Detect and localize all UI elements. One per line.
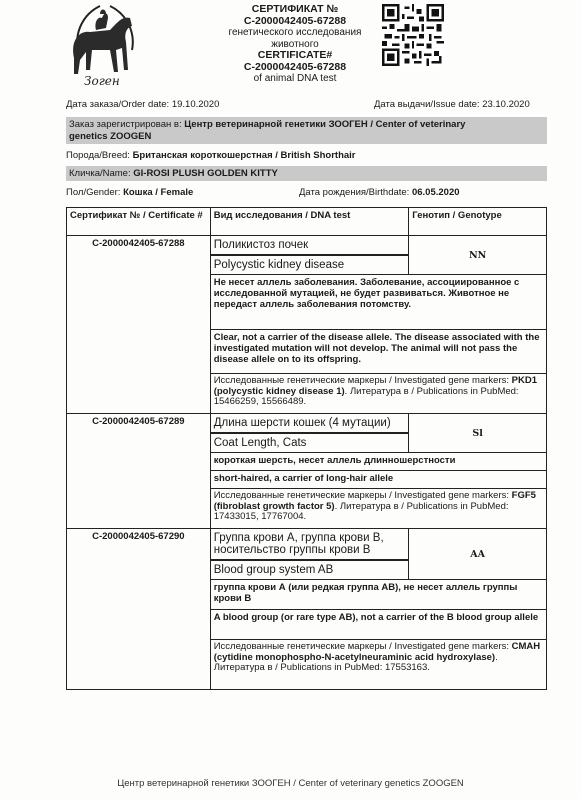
genotype-value: AA [409, 529, 547, 580]
issue-date-row [374, 99, 530, 110]
issue-date-value: 23.10.2020 [482, 99, 530, 110]
test-name-en-cell [210, 256, 409, 275]
logo-text: Зоген [84, 74, 120, 88]
gender-row [66, 187, 193, 198]
certificate-id: C-2000042405-67288 [67, 236, 211, 414]
gender-label: Пол/Gender: [66, 187, 121, 198]
markers-intro: Исследованные генетические маркеры / Investigated gene markers: [213, 641, 510, 652]
test-name-en: Polycystic kidney disease [213, 259, 345, 271]
markers-cell [210, 640, 546, 690]
table-row [67, 414, 547, 434]
test-name-ru: Поликистоз почек [211, 236, 409, 255]
dna-results-table [66, 207, 547, 690]
breed-value: Британская короткошерстная / British Shorthair [132, 150, 356, 161]
order-date-label: Дата заказа/Order date: [66, 99, 170, 110]
footer-text: Центр ветеринарной генетики ЗООГЕН / Center of veterinary genetics ZOOGEN [117, 778, 464, 789]
certificate-id: C-2000042405-67289 [67, 414, 211, 529]
header-dna-test: Вид исследования / DNA test [210, 208, 409, 236]
table-row [67, 236, 547, 256]
registered-band [66, 117, 547, 144]
certificate-id: C-2000042405-67290 [67, 529, 211, 690]
result-ru: короткая шерсть, несет аллель длинношерстности [210, 453, 546, 471]
table-header-row [67, 208, 547, 236]
result-en: short-haired, a carrier of long-hair allele [210, 471, 546, 489]
result-ru: группа крови А (или редкая группа АВ), не несет аллель группы крови В [210, 580, 546, 610]
name-band [66, 166, 547, 181]
result-ru: Не несет аллель заболевания. Заболевание, ассоциированное с исследованной мутацией, не будет развиваться. Животное не передаст аллель заболевания потомству. [210, 275, 546, 330]
markers-cell [210, 374, 546, 414]
test-name-cell [210, 236, 409, 256]
result-en: Clear, not a carrier of the disease allele. The disease associated with the investigated mutation will not develop. The animal will not pass the disease allele on to its offspring. [210, 330, 546, 374]
name-value: GI-ROSI PLUSH GOLDEN KITTY [133, 168, 278, 179]
markers-publications: . Литература в / Publications in PubMed: 15466259, 15566489. [213, 385, 519, 407]
test-name-cell [210, 414, 409, 434]
markers-cell [210, 489, 546, 529]
test-name-en: Coat Length, Cats [213, 437, 307, 449]
order-date-value: 19.10.2020 [171, 99, 220, 110]
cert-number-en: C-2000042405-67288 [243, 60, 347, 73]
test-name-ru: Группа крови А, группа крови В, носительство группы крови В [211, 529, 409, 560]
birthdate-value: 06.05.2020 [411, 187, 460, 198]
markers-publications: . Литература в / Publications in PubMed: 17553163. [213, 651, 498, 673]
result-en: A blood group (or rare type AB), not a carrier of the B blood group allele [210, 610, 546, 640]
cert-title-en: CERTIFICATE# [257, 49, 333, 61]
test-name-en-cell [210, 434, 409, 453]
registered-value-2: genetics ZOOGEN [69, 131, 152, 142]
certificate-heading [200, 4, 390, 85]
cert-title-ru: СЕРТИФИКАТ № [251, 3, 339, 15]
cert-number-ru: C-2000042405-67288 [243, 14, 347, 27]
test-name-en: Blood group system AB [213, 564, 334, 576]
qr-code-icon [382, 4, 444, 66]
markers-publications: . Литература в / Publications in PubMed: 17433015, 17767004. [213, 500, 509, 522]
issue-date-label: Дата выдачи/Issue date: [374, 99, 480, 110]
markers-gene: PKD1 (polycystic kidney disease 1) [213, 375, 537, 397]
table-row [67, 529, 547, 561]
markers-intro: Исследованные генетические маркеры / Investigated gene markers: [213, 375, 510, 386]
genotype-value: NN [409, 236, 547, 275]
genotype-value: Sl [409, 414, 547, 453]
breed-row [66, 150, 356, 161]
markers-gene: FGF5 (fibroblast growth factor 5) [213, 490, 536, 512]
header-genotype: Генотип / Genotype [409, 208, 547, 236]
birthdate-row [299, 187, 460, 198]
order-date-row [66, 99, 219, 110]
gender-value: Кошка / Female [123, 187, 194, 198]
registered-label: Заказ зарегистрирован в: [69, 119, 182, 130]
cert-subtitle-ru-2: животного [271, 38, 319, 50]
registered-value: Центр ветеринарной генетики ЗООГЕН / Center of veterinary [184, 119, 466, 130]
cert-subtitle-ru-1: генетического исследования [228, 27, 362, 38]
test-name-ru: Длина шерсти кошек (4 мутации) [211, 414, 409, 433]
markers-gene: CMAH (cytidine monophospho-N-acetylneuraminic acid hydroxylase) [213, 641, 541, 663]
birthdate-label: Дата рождения/Birthdate: [299, 187, 410, 198]
header-certificate: Сертификат № / Certificate # [67, 208, 211, 236]
name-label: Кличка/Name: [69, 168, 131, 179]
breed-label: Порода/Breed: [66, 150, 130, 161]
test-name-cell [210, 529, 409, 561]
markers-intro: Исследованные генетические маркеры / Investigated gene markers: [213, 490, 510, 501]
cert-subtitle-en: of animal DNA test [253, 73, 337, 84]
test-name-en-cell [210, 561, 409, 580]
